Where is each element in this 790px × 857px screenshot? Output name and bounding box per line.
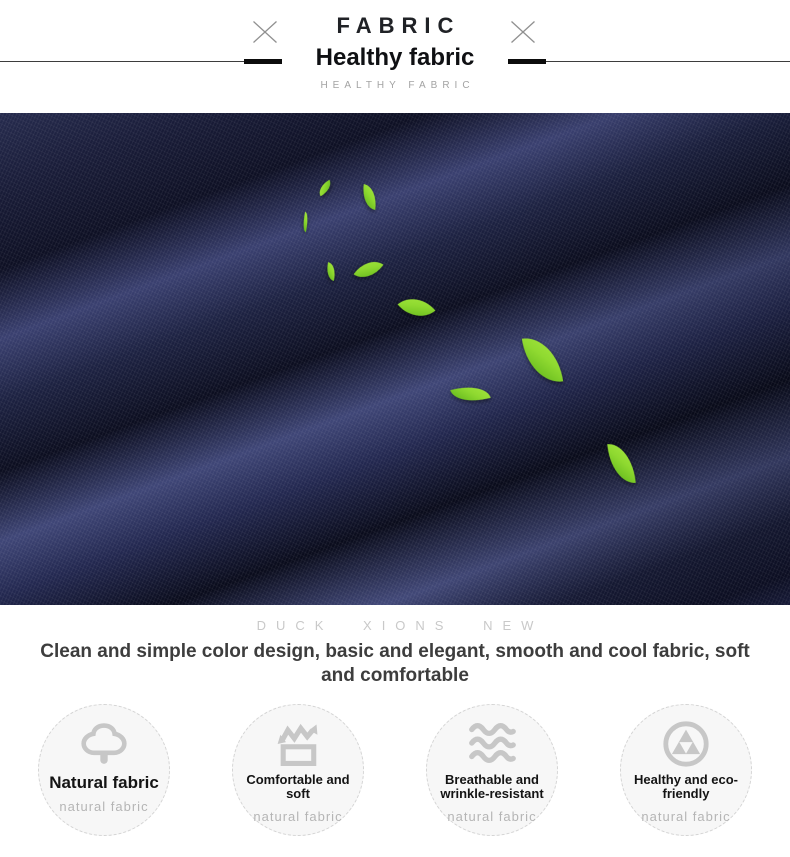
cushion-icon <box>271 720 325 768</box>
section-tagline: HEALTHY FABRIC <box>320 80 475 91</box>
feature-subtitle: natural fabric <box>447 809 537 824</box>
leaf-icon <box>301 212 310 233</box>
leaf-icon <box>360 184 378 210</box>
feature-subtitle: natural fabric <box>253 809 343 824</box>
leaf-icon <box>450 381 490 408</box>
fabric-photo <box>0 113 790 605</box>
section-title: FABRIC <box>336 13 461 38</box>
feature-subtitle: natural fabric <box>641 809 731 824</box>
leaf-icon <box>316 180 335 197</box>
feature-eco-friendly <box>620 704 752 836</box>
section-subtitle: Healthy fabric <box>315 44 475 71</box>
tree-icon <box>75 720 133 768</box>
fabric-description: Clean and simple color design, basic and elegant, smooth and cool fabric, soft and comfortable <box>40 641 750 687</box>
leaf-icon <box>354 254 384 285</box>
feature-subtitle: natural fabric <box>59 798 149 814</box>
feature-title: Breathable and wrinkle-resistant <box>440 771 544 802</box>
leaf-icon <box>324 262 338 281</box>
leaf-icon <box>522 334 563 386</box>
fabric-header <box>0 0 790 113</box>
feature-comfortable-soft <box>232 704 364 836</box>
leaf-icon <box>607 442 635 485</box>
feature-badges <box>0 689 790 836</box>
feature-title: Healthy and eco-friendly <box>633 771 739 802</box>
feature-title: Comfortable and soft <box>246 771 350 802</box>
feature-title: Natural fabric <box>49 772 159 792</box>
leaf-icon <box>398 288 436 326</box>
feature-natural-fabric <box>38 704 170 836</box>
waves-icon <box>465 720 519 768</box>
recycle-icon <box>661 720 711 768</box>
brand-watermark: DUCK XIONS NEW <box>256 618 544 633</box>
feature-breathable <box>426 704 558 836</box>
